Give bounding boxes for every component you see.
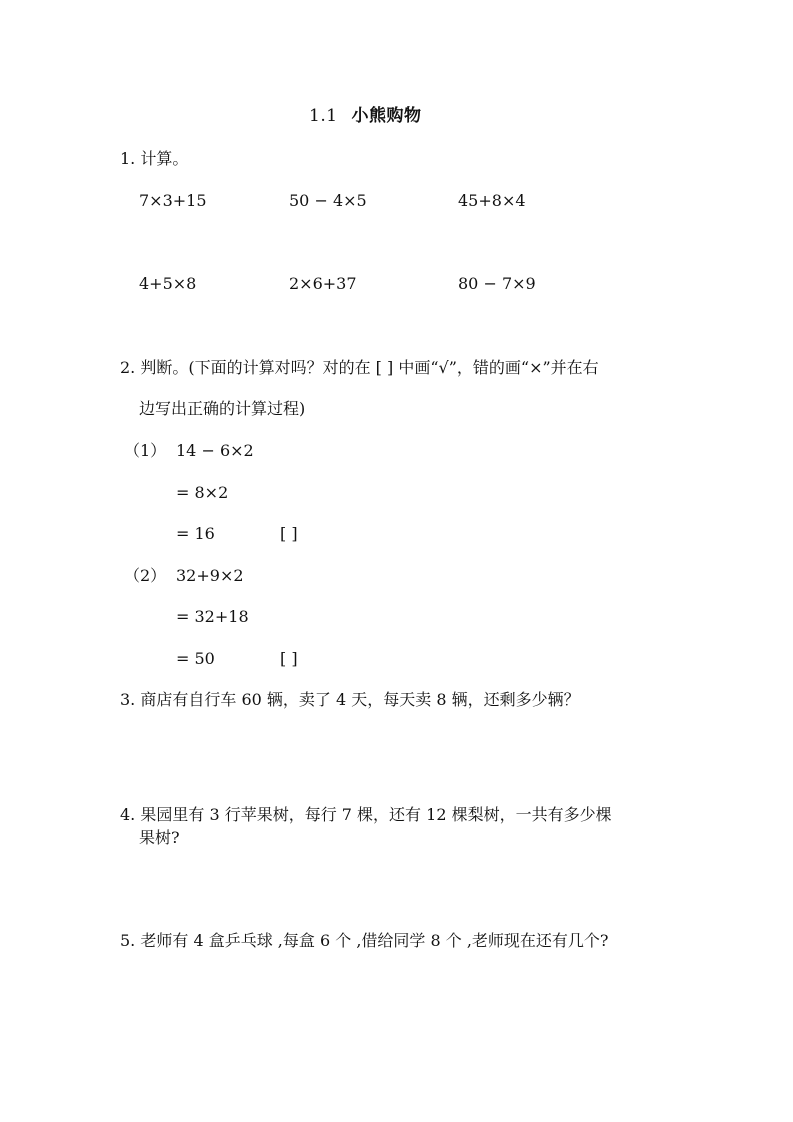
page-title bbox=[309, 106, 422, 126]
q1-expr-5: 2×6+37 bbox=[289, 274, 357, 293]
q2-p1-step2: = 16 bbox=[176, 524, 215, 543]
q1-expr-3: 45+8×4 bbox=[458, 191, 526, 210]
q2-p2-number: （2） bbox=[124, 566, 167, 585]
q1-expr-2: 50 − 4×5 bbox=[289, 191, 367, 210]
q2-p2-expr: 32+9×2 bbox=[176, 566, 244, 585]
q2-label-line1: 2. 判断。(下面的计算对吗？对的在 [ ] 中画“√”，错的画“×”并在右 bbox=[120, 358, 599, 377]
q1-expr-4: 4+5×8 bbox=[139, 274, 197, 293]
q5-text: 5. 老师有 4 盒乒乓球 ,每盒 6 个 ,借给同学 8 个 ,老师现在还有几个? bbox=[120, 931, 609, 950]
q2-p2-step2: = 50 bbox=[176, 649, 215, 668]
q4-line1: 4. 果园里有 3 行苹果树，每行 7 棵，还有 12 棵梨树，一共有多少棵 bbox=[120, 805, 612, 824]
q1-label: 1. 计算。 bbox=[120, 149, 189, 168]
q2-p2-answer-bracket[interactable]: [ ] bbox=[280, 649, 298, 668]
q2-p1-answer-bracket[interactable]: [ ] bbox=[280, 524, 298, 543]
title-name: 小熊购物 bbox=[351, 106, 422, 126]
q1-expr-1: 7×3+15 bbox=[139, 191, 207, 210]
q4-line2: 果树? bbox=[139, 828, 180, 847]
q2-p1-expr: 14 − 6×2 bbox=[176, 441, 254, 460]
q2-p1-step1: = 8×2 bbox=[176, 483, 229, 502]
q2-label-line2: 边写出正确的计算过程) bbox=[139, 399, 306, 418]
q3-text: 3. 商店有自行车 60 辆，卖了 4 天，每天卖 8 辆，还剩多少辆？ bbox=[120, 690, 580, 709]
q2-p2-step1: = 32+18 bbox=[176, 607, 249, 626]
title-number: 1.1 bbox=[309, 106, 338, 126]
q1-expr-6: 80 − 7×9 bbox=[458, 274, 536, 293]
q2-p1-number: （1） bbox=[124, 441, 167, 460]
